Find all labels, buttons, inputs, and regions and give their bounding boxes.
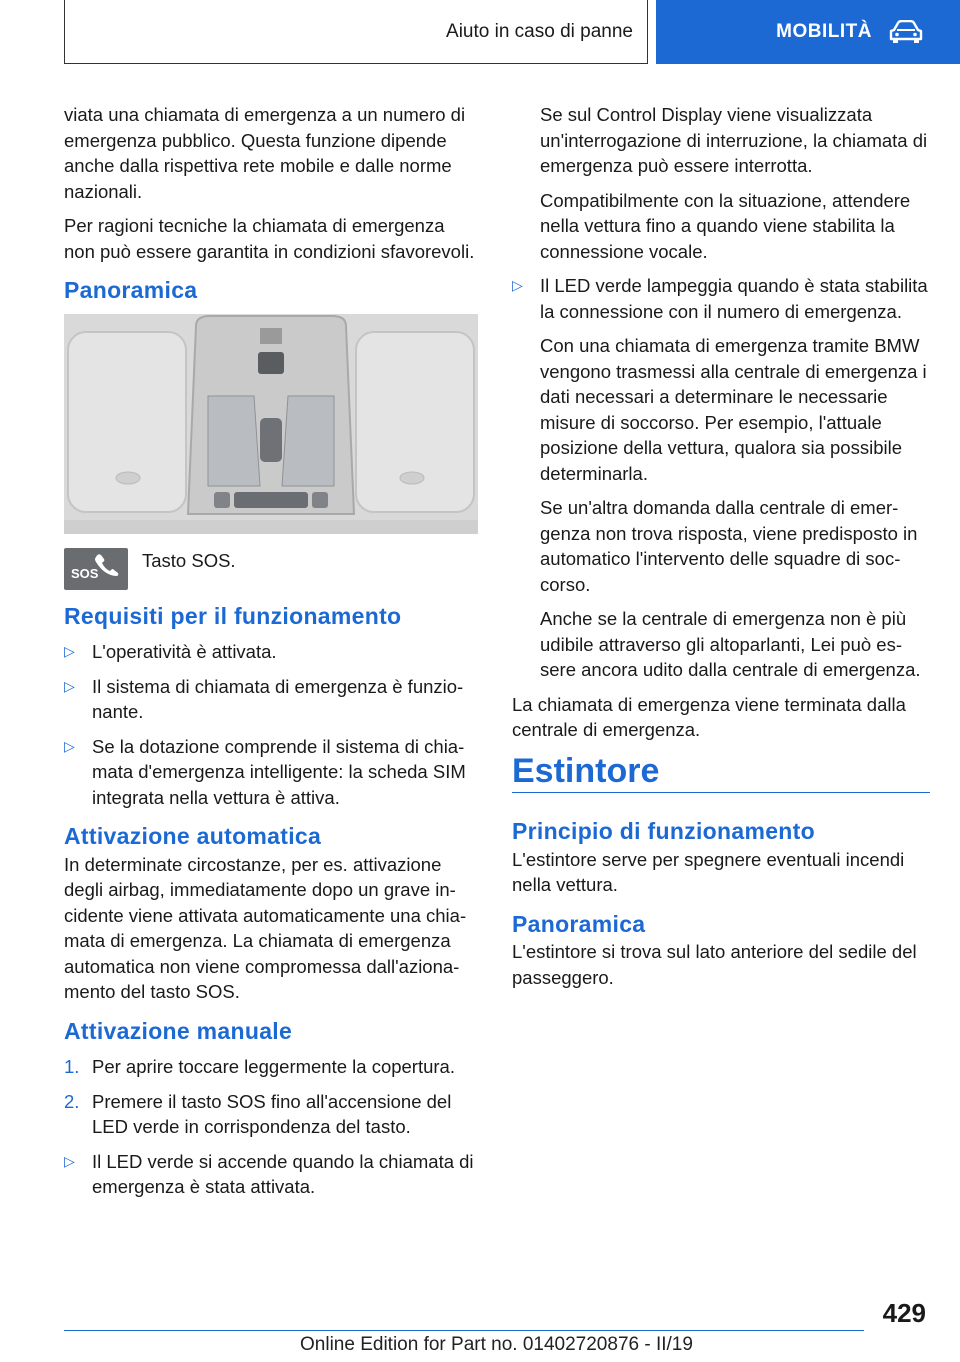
triangle-bullet-icon: ▷ <box>512 277 523 293</box>
sub-paragraph: Anche se la centrale di emergenza non è più udibile attraverso gli altoparlanti, Lei può essere ancora udito dalla centrale di emergenza. <box>540 608 921 680</box>
chapter-header <box>64 0 648 64</box>
heading-estintore: Estintore <box>512 759 930 794</box>
sos-button-icon <box>64 548 128 590</box>
list-item: ▷ Se la dotazione comprende il sistema di chiamata d'emergenza intelligente: la scheda SIM integrata nella vettura è attiva. <box>64 735 466 808</box>
overhead-console-photo <box>64 314 478 534</box>
heading-attivazione-manuale: Attivazione manuale <box>64 1017 293 1044</box>
automatic-activation-text: In determinate circostanze, per es. attivazione degli airbag, immediatamente dopo un grave incidente viene attivata automaticamente una chiamata di emergenza. La chiamata di emergenza automatica non viene compromessa dall'azionamento del tasto SOS. <box>64 853 467 1002</box>
list-item: ▷ L'operatività è attivata. <box>64 639 478 665</box>
left-column <box>64 102 478 1209</box>
intro-paragraph: viata una chiamata di emergenza a un numero di emergenza pubblico. Questa funzione dipende anche dalla rispettiva rete mobile e dalle norme nazionali. <box>64 104 466 202</box>
heading-panoramica-estintore: Panoramica <box>512 910 646 937</box>
heading-requisiti: Requisiti per il funzionamento <box>64 602 402 629</box>
edition-text: Online Edition for Part no. 01402720876 - II/19 <box>300 1334 693 1355</box>
step-item: 2. Premere il tasto SOS fino all'accensione del LED verde in corrispondenza del tasto. <box>64 1090 452 1137</box>
sos-icon-label: SOS <box>71 566 99 581</box>
sub-paragraph: Se un'altra domanda dalla centrale di emergenza non trova risposta, viene predisposto in automatico l'intervento delle squadre di soccorso. <box>540 497 918 595</box>
section-tab <box>656 0 960 64</box>
heading-principio: Principio di funzionamento <box>512 818 815 844</box>
triangle-bullet-icon: ▷ <box>64 643 75 659</box>
triangle-bullet-icon: ▷ <box>64 737 75 754</box>
sub-paragraph: Con una chiamata di emergenza tramite BMW vengono trasmessi alla centrale di emergenza i dati necessari a determinare le necessarie misure di soccorso. Per esempio, l'attuale posizione della vettura, qualora sia possibile determinarla. <box>540 335 927 484</box>
heading-panoramica: Panoramica <box>64 277 198 303</box>
right-column <box>512 102 930 999</box>
footer-divider <box>64 1330 864 1331</box>
heading-attivazione-automatica: Attivazione automatica <box>64 823 322 849</box>
figure-caption <box>64 548 478 590</box>
principio-text: L'estintore serve per spegnere eventuali incendi nella vettura. <box>512 848 905 895</box>
section-title: MOBILITÀ <box>776 21 872 42</box>
sub-paragraph: Se sul Control Display viene visualizzata un'interrogazione di interruzione, la chiamata di emergenza può essere interrotta. <box>540 104 928 176</box>
technical-note: Per ragioni tecniche la chiamata di emergenza non può essere garantita in condizioni sfavorevoli. <box>64 215 475 262</box>
triangle-bullet-icon: ▷ <box>64 1152 75 1169</box>
call-end-text: La chiamata di emergenza viene terminata dalla centrale di emergenza. <box>512 693 906 740</box>
step-item: 1. Per aprire toccare leggermente la copertura. <box>64 1056 455 1077</box>
triangle-bullet-icon: ▷ <box>64 677 75 694</box>
chapter-title: Aiuto in caso di panne <box>446 20 633 42</box>
list-item: ▷ Il sistema di chiamata di emergenza è funzionante. <box>64 675 464 722</box>
page-number: 429 <box>882 1298 926 1328</box>
sub-paragraph: Compatibilmente con la situazione, attendere nella vettura fino a quando viene stabilita la connessione vocale. <box>540 189 911 262</box>
caption-text: Tasto SOS. <box>142 549 236 571</box>
list-item: ▷ Il LED verde si accende quando la chiamata di emergenza è stata attivata. <box>64 1150 474 1197</box>
car-icon <box>888 20 924 44</box>
list-item: ▷ Il LED verde lampeggia quando è stata stabilita la connessione con il numero di emergenza. <box>512 275 928 322</box>
panoramica-text: L'estintore si trova sul lato anteriore del sedile del passeggero. <box>512 941 917 988</box>
